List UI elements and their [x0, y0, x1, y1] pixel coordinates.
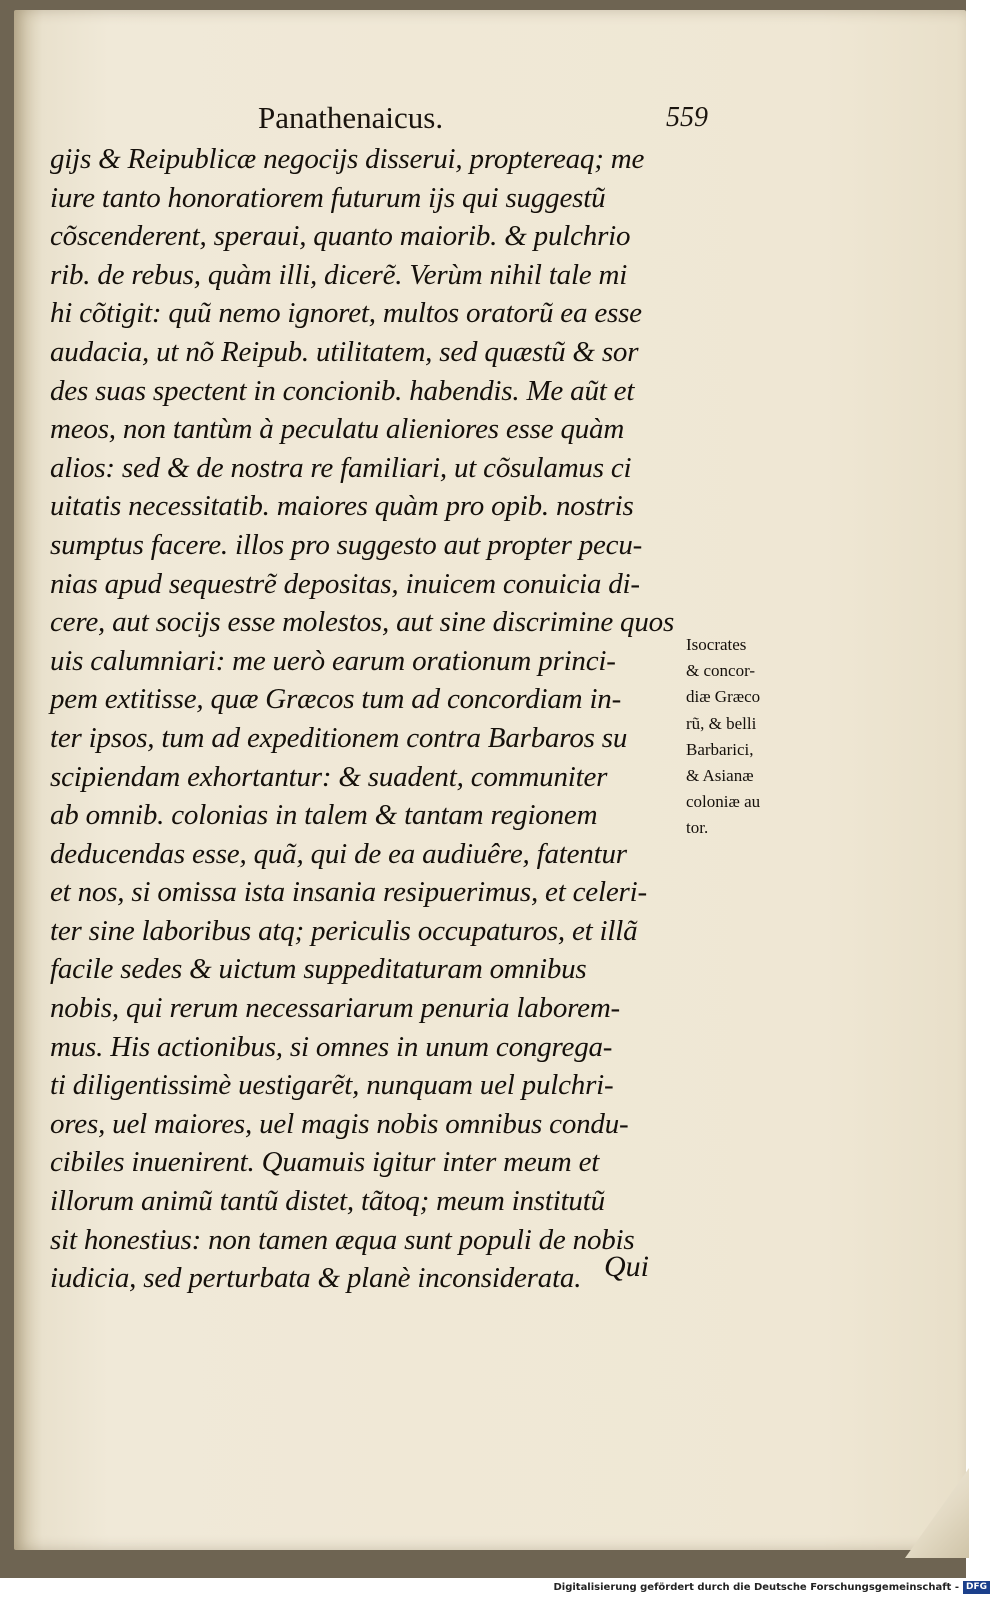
text-line: rib. de rebus, quàm illi, dicerẽ. Verùm nihil tale mi: [50, 258, 628, 291]
text-line: hi cõtigit: quũ nemo ignoret, multos oratorũ ea esse: [50, 297, 642, 330]
text-line: gijs & Reipublicæ negocijs disserui, proptereaq; me: [50, 143, 645, 175]
digitization-footer: [553, 1579, 990, 1595]
text-line: audacia, ut nõ Reipub. utilitatem, sed quæstũ & sor: [50, 335, 639, 368]
marginal-note-line: diæ Græco: [686, 687, 761, 707]
catchword: Qui: [604, 1250, 649, 1283]
text-line: ti diligentissimè uestigarẽt, nunquam uel pulchri-: [50, 1069, 614, 1102]
text-line: alios: sed & de nostra re familiari, ut cõsulamus ci: [50, 451, 632, 484]
text-line: cõscenderent, speraui, quanto maiorib. & pulchrio: [50, 220, 631, 253]
text-line: ab omnib. colonias in talem & tantam regionem: [50, 799, 598, 832]
text-line: ter ipsos, tum ad expeditionem contra Barbaros su: [50, 721, 628, 754]
marginal-note-line: Barbarici,: [686, 739, 754, 759]
text-line: et nos, si omissa ista insania resipuerimus, et celeri-: [50, 876, 647, 909]
marginal-note-line: tor.: [686, 818, 709, 838]
main-text-block: [50, 140, 690, 1298]
text-line: scipiendam exhortantur: & suadent, communiter: [50, 760, 608, 793]
text-line: sumptus facere. illos pro suggesto aut propter pecu-: [50, 528, 643, 561]
text-line: illorum animũ tantũ distet, tãtoq; meum institutũ: [50, 1185, 605, 1218]
text-line: sit honestius: non tamen æqua sunt populi de nobis: [50, 1223, 635, 1256]
text-line: facile sedes & uictum suppeditaturam omnibus: [50, 953, 587, 986]
marginal-note-line: rũ, & belli: [686, 713, 757, 733]
dfg-logo: DFG: [963, 1581, 990, 1594]
marginal-note-line: & concor-: [686, 661, 756, 681]
footer-credit: Digitalisierung gefördert durch die Deutsche Forschungsgemeinschaft -: [553, 1581, 959, 1593]
text-line: pem extitisse, quæ Græcos tum ad concordiam in-: [50, 683, 622, 716]
marginal-note-line: Isocrates: [686, 635, 747, 654]
marginal-note: [686, 632, 816, 842]
page-number: 559: [666, 102, 708, 133]
text-line: nobis, qui rerum necessariarum penuria laborem-: [50, 992, 621, 1025]
text-line: mus. His actionibus, si omnes in unum congrega-: [50, 1030, 613, 1063]
text-line: deducendas esse, quã, qui de ea audiuêre, fatentur: [50, 837, 627, 870]
text-line: meos, non tantùm à peculatu alieniores esse quàm: [50, 413, 625, 446]
text-line: ores, uel maiores, uel magis nobis omnibus condu-: [50, 1107, 629, 1140]
folded-corner: [889, 1468, 969, 1558]
text-line: cere, aut socijs esse molestos, aut sine discrimine quos: [50, 606, 675, 639]
text-line: uitatis necessitatib. maiores quàm pro opib. nostris: [50, 490, 634, 523]
text-line: des suas spectent in concionib. habendis. Me aũt et: [50, 374, 635, 407]
text-line: iudicia, sed perturbata & planè inconsiderata.: [50, 1262, 582, 1295]
text-line: iure tanto honoratiorem futurum ijs qui suggestũ: [50, 181, 606, 214]
marginal-note-line: & Asianæ: [686, 765, 754, 785]
marginal-note-line: coloniæ au: [686, 792, 761, 812]
text-line: nias apud sequestrẽ depositas, inuicem conuicia di-: [50, 567, 640, 600]
page-header: [258, 100, 708, 140]
running-title: Panathenaicus.: [258, 100, 444, 135]
text-line: uis calumniari: me uerò earum orationum princi-: [50, 644, 616, 677]
text-line: ter sine laboribus atq; periculis occupaturos, et illã: [50, 914, 638, 947]
text-line: cibiles inuenirent. Quamuis igitur inter meum et: [50, 1146, 600, 1179]
